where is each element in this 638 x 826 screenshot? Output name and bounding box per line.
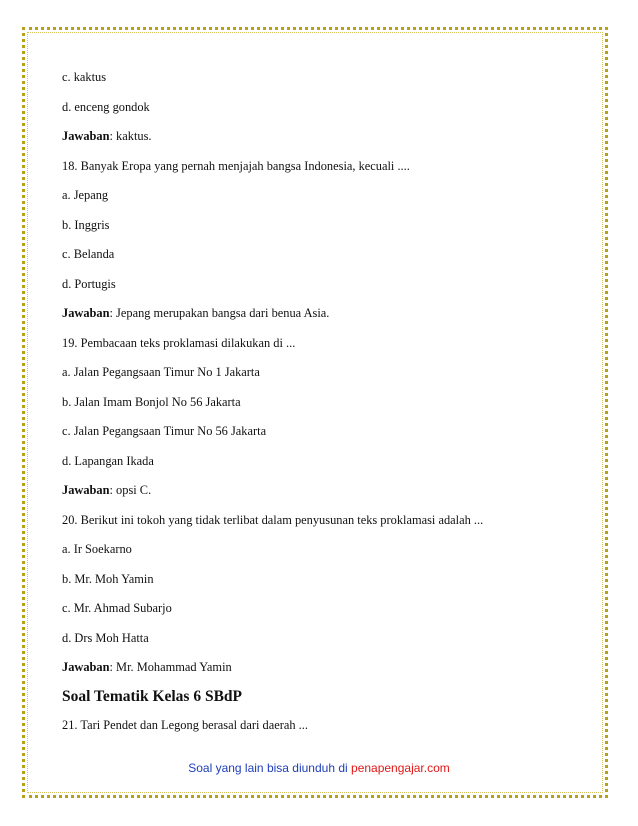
answer-label: Jawaban [62,660,110,674]
answer-line [62,658,582,688]
footer-link[interactable]: penapengajar.com [351,761,450,775]
footer-text: Soal yang lain bisa diunduh di [188,761,352,775]
text-line: a. Jalan Pegangsaan Timur No 1 Jakarta [62,365,260,379]
text-line: d. enceng gondok [62,99,150,114]
section-heading: Soal Tematik Kelas 6 SBdP [62,687,243,705]
answer-line [62,481,582,511]
text-line: d. Drs Moh Hatta [62,630,149,645]
text-line: c. Jalan Pegangsaan Timur No 56 Jakarta [62,424,267,438]
text-line: 21. Tari Pendet dan Legong berasal dari daerah ... [62,717,308,732]
text-line: b. Mr. Moh Yamin [62,571,154,586]
answer-label: Jawaban [62,483,110,497]
text-line: c. Mr. Ahmad Subarjo [62,601,172,615]
footer [0,761,638,775]
text-line: a. Ir Soekarno [62,542,132,556]
text-line: b. Inggris [62,217,110,232]
text-line: 19. Pembacaan teks proklamasi dilakukan di ... [62,335,296,350]
answer-line [62,304,582,334]
answer-label: Jawaban [62,306,110,320]
text-line: d. Lapangan Ikada [62,453,154,468]
text-line: b. Jalan Imam Bonjol No 56 Jakarta [62,394,241,409]
answer-text: : Jepang merupakan bangsa dari benua Asia. [109,306,330,320]
text-line: c. kaktus [62,70,107,84]
answer-label: Jawaban [62,129,110,143]
answer-text: : kaktus. [109,129,152,143]
text-line: 20. Berikut ini tokoh yang tidak terlibat dalam penyusunan teks proklamasi adalah ... [62,512,484,527]
text-line: c. Belanda [62,247,115,261]
document-body [62,68,582,745]
text-line: 18. Banyak Eropa yang pernah menjajah bangsa Indonesia, kecuali .... [62,158,410,173]
text-line: a. Jepang [62,188,109,202]
answer-line [62,127,582,157]
answer-text: : opsi C. [109,483,152,497]
answer-text: : Mr. Mohammad Yamin [109,660,232,674]
text-line: d. Portugis [62,276,116,291]
